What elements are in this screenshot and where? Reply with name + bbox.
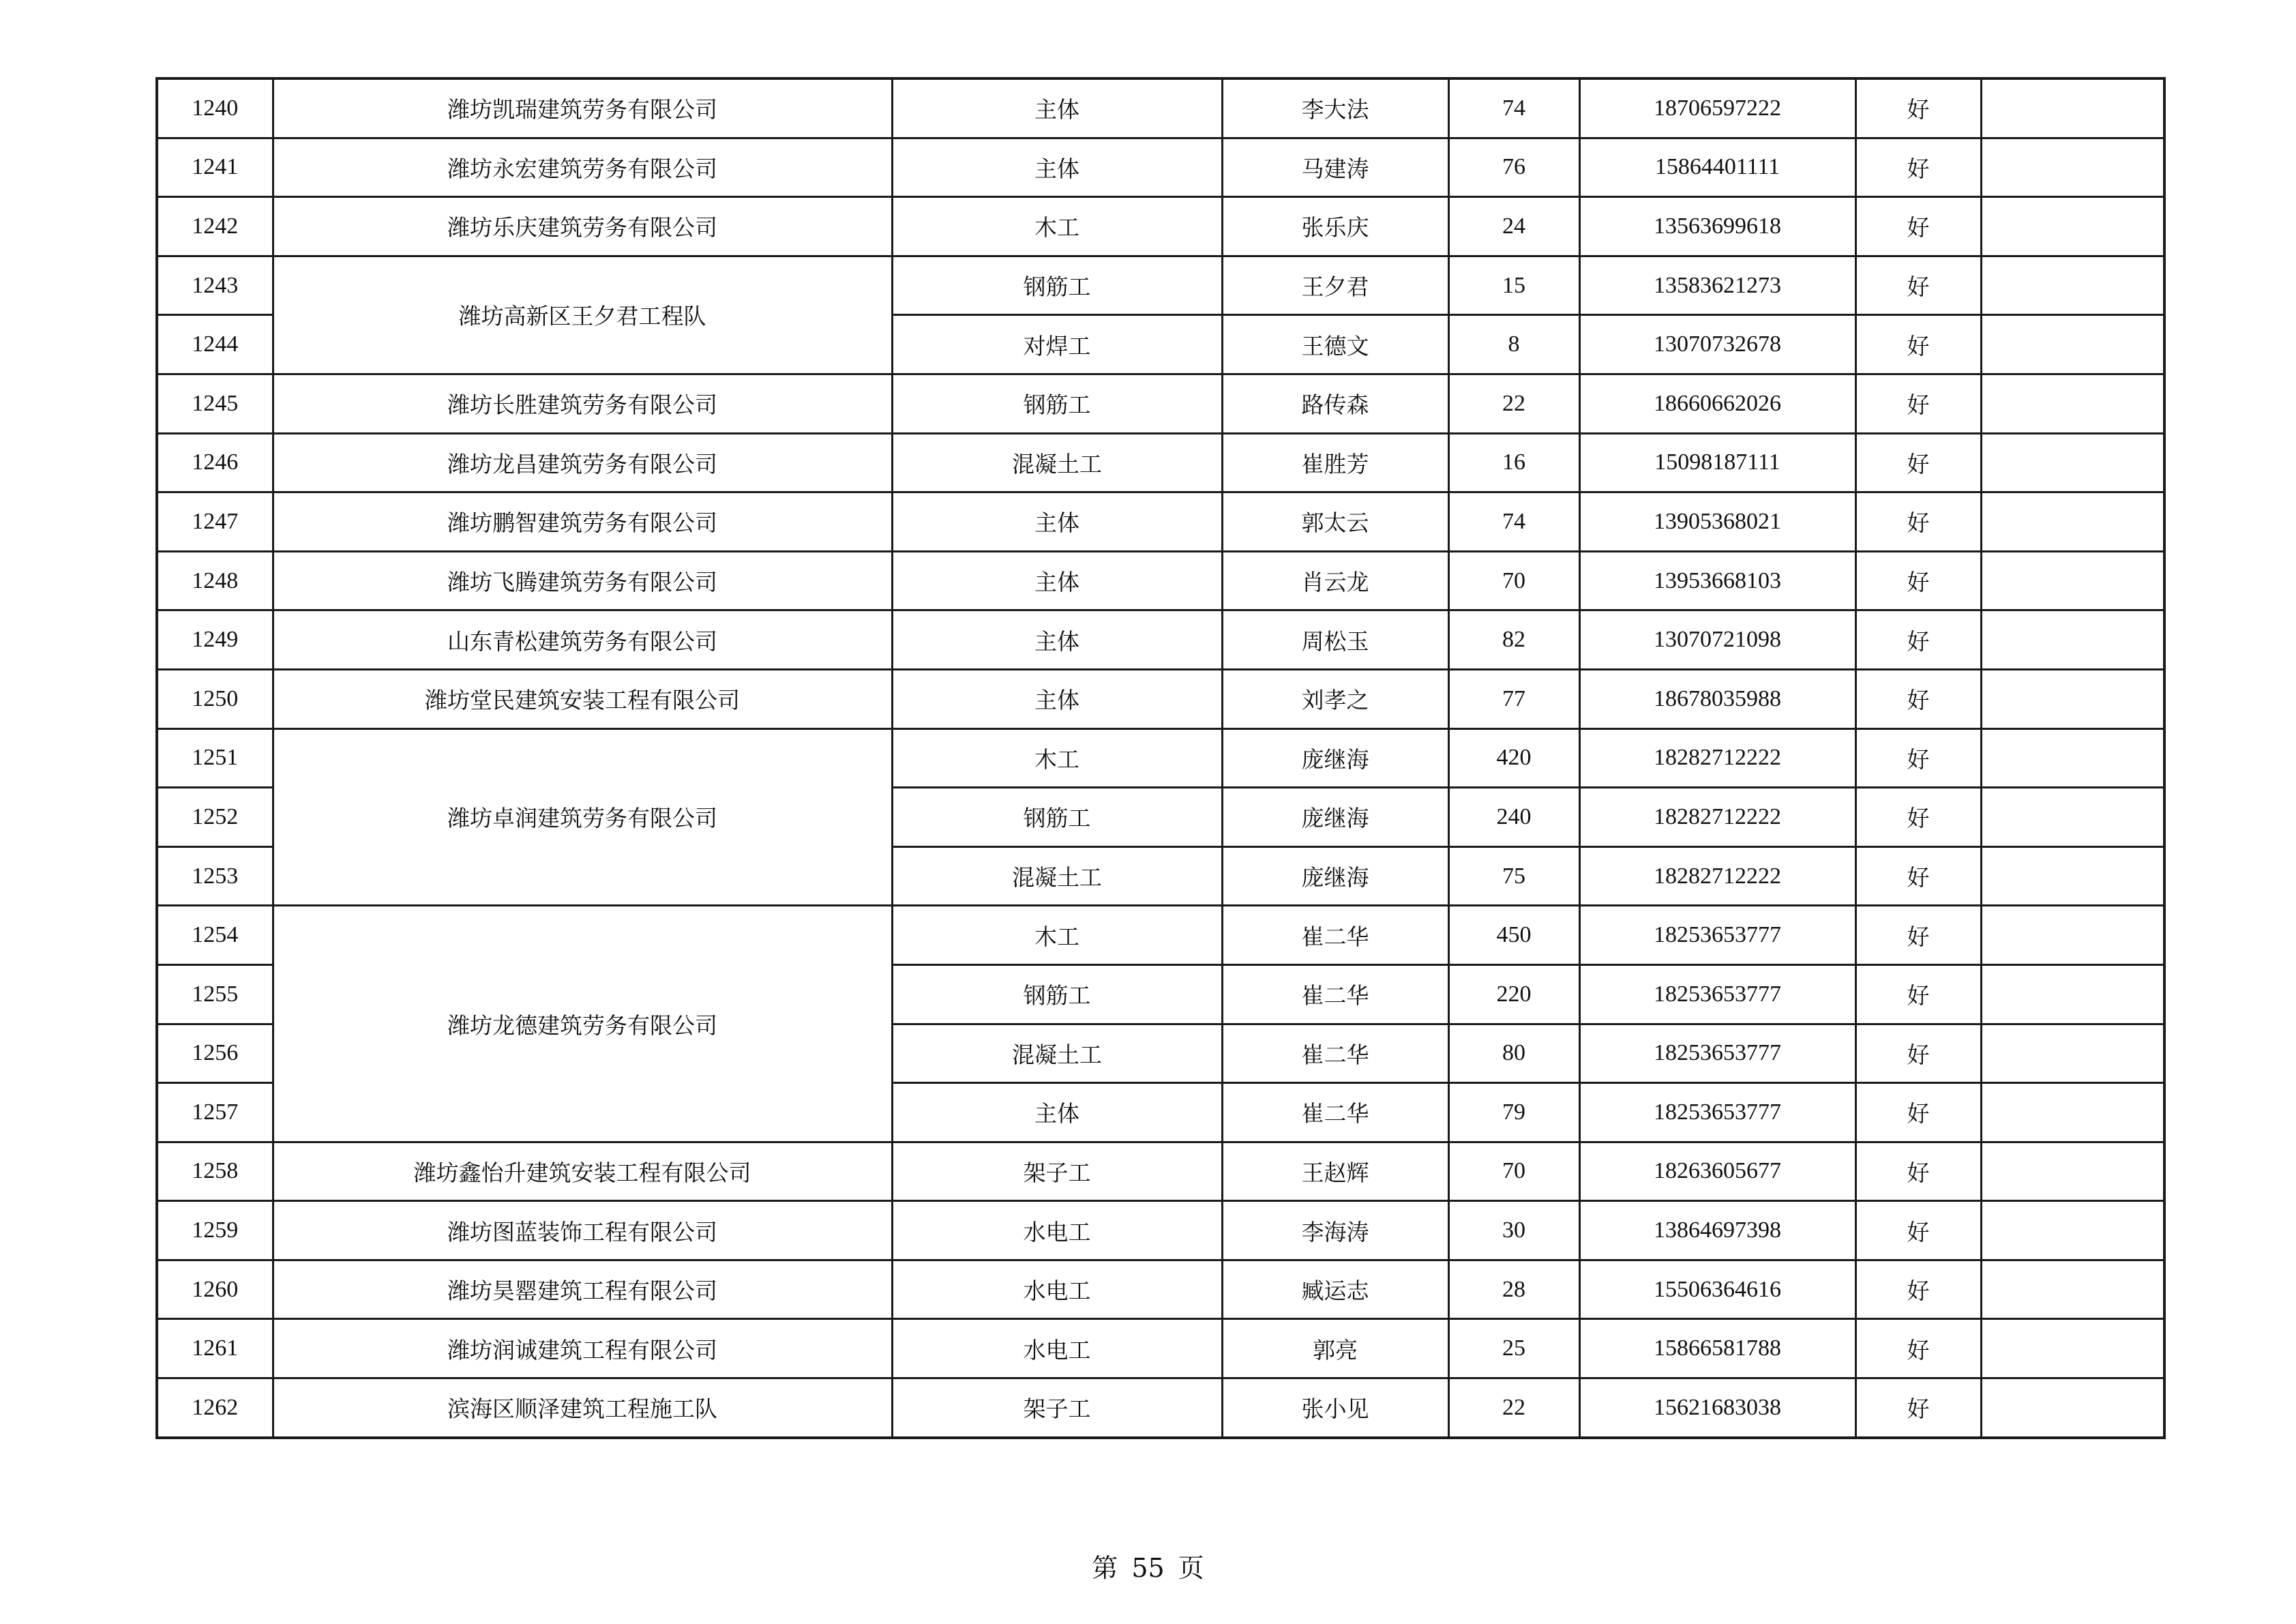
remark xyxy=(1981,315,2164,374)
phone-number: 15866581788 xyxy=(1579,1319,1855,1378)
remark xyxy=(1981,138,2164,197)
worker-count: 24 xyxy=(1448,197,1579,256)
remark xyxy=(1981,1083,2164,1142)
worker-count: 79 xyxy=(1448,1083,1579,1142)
rating: 好 xyxy=(1855,551,1981,610)
rating: 好 xyxy=(1855,256,1981,315)
contact-person: 马建涛 xyxy=(1222,138,1448,197)
phone-number: 18253653777 xyxy=(1579,1083,1855,1142)
row-number: 1246 xyxy=(157,433,273,492)
worker-count: 16 xyxy=(1448,433,1579,492)
row-number: 1260 xyxy=(157,1260,273,1319)
row-number: 1258 xyxy=(157,1142,273,1201)
trade-type: 混凝土工 xyxy=(892,846,1222,906)
phone-number: 18282712222 xyxy=(1579,788,1855,847)
row-number: 1250 xyxy=(157,669,273,728)
trade-type: 主体 xyxy=(892,138,1222,197)
trade-type: 木工 xyxy=(892,906,1222,965)
trade-type: 钢筋工 xyxy=(892,256,1222,315)
contact-person: 崔二华 xyxy=(1222,964,1448,1024)
row-number: 1241 xyxy=(157,138,273,197)
remark xyxy=(1981,728,2164,788)
rating: 好 xyxy=(1855,964,1981,1024)
trade-type: 水电工 xyxy=(892,1260,1222,1319)
worker-count: 15 xyxy=(1448,256,1579,315)
phone-number: 15864401111 xyxy=(1579,138,1855,197)
rating: 好 xyxy=(1855,906,1981,965)
company-name: 潍坊永宏建筑劳务有限公司 xyxy=(273,138,892,197)
row-number: 1261 xyxy=(157,1319,273,1378)
company-name: 潍坊龙德建筑劳务有限公司 xyxy=(273,906,892,1142)
rating: 好 xyxy=(1855,374,1981,433)
row-number: 1254 xyxy=(157,906,273,965)
row-number: 1243 xyxy=(157,256,273,315)
worker-count: 30 xyxy=(1448,1201,1579,1260)
table-row xyxy=(157,1378,2164,1438)
phone-number: 13563699618 xyxy=(1579,197,1855,256)
company-name: 潍坊飞腾建筑劳务有限公司 xyxy=(273,551,892,610)
worker-count: 76 xyxy=(1448,138,1579,197)
phone-number: 13864697398 xyxy=(1579,1201,1855,1260)
phone-number: 18282712222 xyxy=(1579,846,1855,906)
row-number: 1248 xyxy=(157,551,273,610)
company-name: 潍坊乐庆建筑劳务有限公司 xyxy=(273,197,892,256)
remark xyxy=(1981,1201,2164,1260)
worker-count: 220 xyxy=(1448,964,1579,1024)
rating: 好 xyxy=(1855,492,1981,552)
phone-number: 15098187111 xyxy=(1579,433,1855,492)
contact-person: 郭亮 xyxy=(1222,1319,1448,1378)
trade-type: 架子工 xyxy=(892,1142,1222,1201)
company-name: 山东青松建筑劳务有限公司 xyxy=(273,610,892,670)
company-name: 潍坊堂民建筑安装工程有限公司 xyxy=(273,669,892,728)
worker-count: 82 xyxy=(1448,610,1579,670)
remark xyxy=(1981,610,2164,670)
rating: 好 xyxy=(1855,1083,1981,1142)
trade-type: 钢筋工 xyxy=(892,964,1222,1024)
table-row xyxy=(157,1142,2164,1201)
table-row xyxy=(157,1260,2164,1319)
table-row xyxy=(157,433,2164,492)
rating: 好 xyxy=(1855,1319,1981,1378)
remark xyxy=(1981,669,2164,728)
trade-type: 主体 xyxy=(892,610,1222,670)
contact-person: 李海涛 xyxy=(1222,1201,1448,1260)
worker-count: 8 xyxy=(1448,315,1579,374)
table-body xyxy=(157,78,2164,1438)
remark xyxy=(1981,1260,2164,1319)
remark xyxy=(1981,846,2164,906)
worker-count: 240 xyxy=(1448,788,1579,847)
rating: 好 xyxy=(1855,728,1981,788)
company-name: 潍坊卓润建筑劳务有限公司 xyxy=(273,728,892,906)
remark xyxy=(1981,1319,2164,1378)
rating: 好 xyxy=(1855,138,1981,197)
row-number: 1255 xyxy=(157,964,273,1024)
company-name: 潍坊长胜建筑劳务有限公司 xyxy=(273,374,892,433)
table-row xyxy=(157,492,2164,552)
row-number: 1252 xyxy=(157,788,273,847)
remark xyxy=(1981,964,2164,1024)
trade-type: 水电工 xyxy=(892,1319,1222,1378)
worker-count: 75 xyxy=(1448,846,1579,906)
table-row xyxy=(157,1201,2164,1260)
rating: 好 xyxy=(1855,1260,1981,1319)
row-number: 1242 xyxy=(157,197,273,256)
phone-number: 13070721098 xyxy=(1579,610,1855,670)
contact-person: 郭太云 xyxy=(1222,492,1448,552)
table-row xyxy=(157,610,2164,670)
table-row xyxy=(157,138,2164,197)
page-footer xyxy=(0,1547,2296,1584)
row-number: 1256 xyxy=(157,1024,273,1083)
phone-number: 18253653777 xyxy=(1579,1024,1855,1083)
trade-type: 对焊工 xyxy=(892,315,1222,374)
company-name: 潍坊高新区王夕君工程队 xyxy=(273,256,892,374)
trade-type: 钢筋工 xyxy=(892,374,1222,433)
remark xyxy=(1981,256,2164,315)
trade-type: 混凝土工 xyxy=(892,433,1222,492)
table-row xyxy=(157,78,2164,138)
worker-count: 74 xyxy=(1448,78,1579,138)
contact-person: 庞继海 xyxy=(1222,846,1448,906)
row-number: 1245 xyxy=(157,374,273,433)
worker-count: 450 xyxy=(1448,906,1579,965)
page-prefix: 第 xyxy=(1092,1553,1118,1583)
contact-person: 张乐庆 xyxy=(1222,197,1448,256)
remark xyxy=(1981,551,2164,610)
trade-type: 主体 xyxy=(892,78,1222,138)
phone-number: 13583621273 xyxy=(1579,256,1855,315)
trade-type: 架子工 xyxy=(892,1378,1222,1438)
table-row xyxy=(157,374,2164,433)
contact-person: 庞继海 xyxy=(1222,788,1448,847)
rating: 好 xyxy=(1855,846,1981,906)
trade-type: 主体 xyxy=(892,551,1222,610)
contact-person: 王赵辉 xyxy=(1222,1142,1448,1201)
rating: 好 xyxy=(1855,788,1981,847)
remark xyxy=(1981,1024,2164,1083)
trade-type: 水电工 xyxy=(892,1201,1222,1260)
row-number: 1244 xyxy=(157,315,273,374)
page-suffix: 页 xyxy=(1178,1553,1204,1583)
row-number: 1240 xyxy=(157,78,273,138)
worker-count: 420 xyxy=(1448,728,1579,788)
contact-person: 刘孝之 xyxy=(1222,669,1448,728)
trade-type: 木工 xyxy=(892,728,1222,788)
company-name: 潍坊鑫怡升建筑安装工程有限公司 xyxy=(273,1142,892,1201)
phone-number: 18706597222 xyxy=(1579,78,1855,138)
rating: 好 xyxy=(1855,1142,1981,1201)
phone-number: 13070732678 xyxy=(1579,315,1855,374)
row-number: 1262 xyxy=(157,1378,273,1438)
remark xyxy=(1981,1142,2164,1201)
phone-number: 15506364616 xyxy=(1579,1260,1855,1319)
phone-number: 13953668103 xyxy=(1579,551,1855,610)
contact-person: 崔胜芳 xyxy=(1222,433,1448,492)
company-name: 潍坊润诚建筑工程有限公司 xyxy=(273,1319,892,1378)
rating: 好 xyxy=(1855,1024,1981,1083)
contact-person: 王夕君 xyxy=(1222,256,1448,315)
rating: 好 xyxy=(1855,433,1981,492)
table-row xyxy=(157,256,2164,315)
rating: 好 xyxy=(1855,197,1981,256)
remark xyxy=(1981,197,2164,256)
contact-person: 庞继海 xyxy=(1222,728,1448,788)
row-number: 1253 xyxy=(157,846,273,906)
row-number: 1247 xyxy=(157,492,273,552)
remark xyxy=(1981,78,2164,138)
worker-count: 70 xyxy=(1448,1142,1579,1201)
row-number: 1259 xyxy=(157,1201,273,1260)
phone-number: 18253653777 xyxy=(1579,906,1855,965)
contact-person: 王德文 xyxy=(1222,315,1448,374)
contact-person: 崔二华 xyxy=(1222,906,1448,965)
trade-type: 主体 xyxy=(892,492,1222,552)
worker-count: 77 xyxy=(1448,669,1579,728)
worker-count: 74 xyxy=(1448,492,1579,552)
contractor-table xyxy=(155,77,2166,1439)
table-row xyxy=(157,669,2164,728)
table-row xyxy=(157,551,2164,610)
phone-number: 18678035988 xyxy=(1579,669,1855,728)
contact-person: 崔二华 xyxy=(1222,1083,1448,1142)
rating: 好 xyxy=(1855,1201,1981,1260)
worker-count: 70 xyxy=(1448,551,1579,610)
row-number: 1251 xyxy=(157,728,273,788)
worker-count: 22 xyxy=(1448,1378,1579,1438)
trade-type: 主体 xyxy=(892,1083,1222,1142)
table-row xyxy=(157,1319,2164,1378)
phone-number: 18253653777 xyxy=(1579,964,1855,1024)
worker-count: 28 xyxy=(1448,1260,1579,1319)
phone-number: 18660662026 xyxy=(1579,374,1855,433)
company-name: 潍坊鹏智建筑劳务有限公司 xyxy=(273,492,892,552)
contact-person: 臧运志 xyxy=(1222,1260,1448,1319)
table-row xyxy=(157,197,2164,256)
table-row xyxy=(157,906,2164,965)
page-number: 55 xyxy=(1131,1553,1165,1583)
row-number: 1257 xyxy=(157,1083,273,1142)
rating: 好 xyxy=(1855,315,1981,374)
remark xyxy=(1981,906,2164,965)
phone-number: 18263605677 xyxy=(1579,1142,1855,1201)
row-number: 1249 xyxy=(157,610,273,670)
company-name: 潍坊龙昌建筑劳务有限公司 xyxy=(273,433,892,492)
contact-person: 崔二华 xyxy=(1222,1024,1448,1083)
trade-type: 主体 xyxy=(892,669,1222,728)
company-name: 潍坊昊罂建筑工程有限公司 xyxy=(273,1260,892,1319)
table-row xyxy=(157,728,2164,788)
worker-count: 80 xyxy=(1448,1024,1579,1083)
trade-type: 木工 xyxy=(892,197,1222,256)
contact-person: 周松玉 xyxy=(1222,610,1448,670)
phone-number: 15621683038 xyxy=(1579,1378,1855,1438)
company-name: 潍坊凯瑞建筑劳务有限公司 xyxy=(273,78,892,138)
contact-person: 李大法 xyxy=(1222,78,1448,138)
remark xyxy=(1981,374,2164,433)
phone-number: 18282712222 xyxy=(1579,728,1855,788)
company-name: 潍坊图蓝装饰工程有限公司 xyxy=(273,1201,892,1260)
rating: 好 xyxy=(1855,1378,1981,1438)
remark xyxy=(1981,492,2164,552)
remark xyxy=(1981,433,2164,492)
contact-person: 张小见 xyxy=(1222,1378,1448,1438)
contact-person: 肖云龙 xyxy=(1222,551,1448,610)
worker-count: 25 xyxy=(1448,1319,1579,1378)
rating: 好 xyxy=(1855,669,1981,728)
trade-type: 钢筋工 xyxy=(892,788,1222,847)
rating: 好 xyxy=(1855,78,1981,138)
company-name: 滨海区顺泽建筑工程施工队 xyxy=(273,1378,892,1438)
remark xyxy=(1981,1378,2164,1438)
worker-count: 22 xyxy=(1448,374,1579,433)
contact-person: 路传森 xyxy=(1222,374,1448,433)
trade-type: 混凝土工 xyxy=(892,1024,1222,1083)
phone-number: 13905368021 xyxy=(1579,492,1855,552)
remark xyxy=(1981,788,2164,847)
rating: 好 xyxy=(1855,610,1981,670)
